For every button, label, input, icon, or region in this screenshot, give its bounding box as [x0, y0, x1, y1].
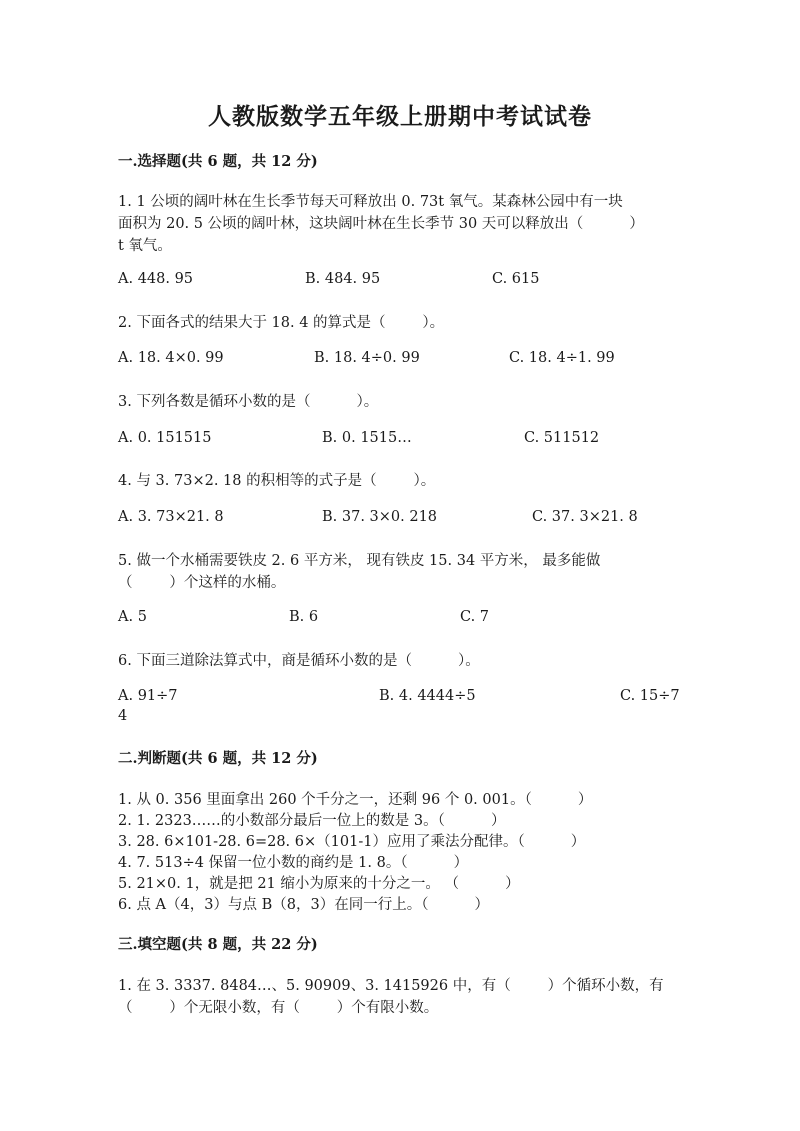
judgment-item-3: 3. 28. 6×101-28. 6=28. 6×（101-1）应用了乘法分配律。（ ） — [118, 834, 586, 850]
question-2-option-b: B. 18. 4÷0. 99 — [314, 350, 420, 366]
question-3-option-c: C. 511512 — [524, 430, 600, 446]
question-2-option-a: A. 18. 4×0. 99 — [118, 350, 224, 366]
question-1-option-a: A. 448. 95 — [118, 271, 194, 287]
question-2-option-c: C. 18. 4÷1. 99 — [509, 350, 615, 366]
judgment-item-5: 5. 21×0. 1，就是把 21 缩小为原来的十分之一。 （ ） — [118, 876, 520, 892]
question-4-option-c: C. 37. 3×21. 8 — [532, 509, 638, 525]
section-heading-fill-blank: 三.填空题(共 8 题，共 22 分) — [118, 936, 318, 953]
fill-question-1-line-1: 1. 在 3. 3337. 8484…、5. 90909、3. 1415926 中，有（ ）个循环小数，有 — [118, 978, 664, 994]
judgment-item-1: 1. 从 0. 356 里面拿出 260 个千分之一，还剩 96 个 0. 001。（ ） — [118, 792, 593, 808]
question-4-option-a: A. 3. 73×21. 8 — [118, 509, 224, 525]
question-5-option-b: B. 6 — [289, 609, 319, 625]
question-1-line-2: 面积为 20. 5 公顷的阔叶林，这块阔叶林在生长季节 30 天可以释放出（ ） — [118, 216, 644, 232]
question-3-option-a: A. 0. 151515 — [118, 430, 212, 446]
question-5-line-1: 5. 做一个水桶需要铁皮 2. 6 平方米， 现有铁皮 15. 34 平方米， 最多能做 — [118, 553, 601, 569]
question-3-text: 3. 下列各数是循环小数的是（ ）。 — [118, 394, 379, 410]
question-4-option-b: B. 37. 3×0. 218 — [322, 509, 438, 525]
question-4-text: 4. 与 3. 73×2. 18 的积相等的式子是（ ）。 — [118, 473, 436, 489]
question-2-text: 2. 下面各式的结果大于 18. 4 的算式是（ ）。 — [118, 315, 445, 331]
judgment-item-6: 6. 点 A（4，3）与点 B（8，3）在同一行上。（ ） — [118, 897, 490, 913]
question-1-option-b: B. 484. 95 — [305, 271, 381, 287]
question-6-option-a: A. 91÷7 — [118, 688, 178, 704]
question-6-text: 6. 下面三道除法算式中，商是循环小数的是（ ）。 — [118, 653, 480, 669]
question-5-option-c: C. 7 — [460, 609, 490, 625]
page-title: 人教版数学五年级上册期中考试试卷 — [208, 103, 592, 130]
question-6-option-b: B. 4. 4444÷5 — [379, 688, 476, 704]
question-6-option-overflow: 4 — [118, 708, 128, 724]
question-1-option-c: C. 615 — [492, 271, 540, 287]
judgment-item-4: 4. 7. 513÷4 保留一位小数的商约是 1. 8。（ ） — [118, 855, 469, 871]
question-1-line-3: t 氧气。 — [118, 238, 172, 254]
question-5-line-2: （ ）个这样的水桶。 — [118, 575, 286, 591]
question-3-option-b: B. 0. 1515… — [322, 430, 412, 446]
fill-question-1-line-2: （ ）个无限小数，有（ ）个有限小数。 — [118, 1000, 439, 1016]
section-heading-choice: 一.选择题(共 6 题，共 12 分) — [118, 153, 318, 170]
question-1-line-1: 1. 1 公顷的阔叶林在生长季节每天可释放出 0. 73t 氧气。某森林公园中有一块 — [118, 194, 623, 210]
judgment-item-2: 2. 1. 2323……的小数部分最后一位上的数是 3。（ ） — [118, 813, 506, 829]
question-5-option-a: A. 5 — [118, 609, 147, 625]
section-heading-judgment: 二.判断题(共 6 题，共 12 分) — [118, 750, 318, 767]
question-6-option-c: C. 15÷7 — [620, 688, 680, 704]
